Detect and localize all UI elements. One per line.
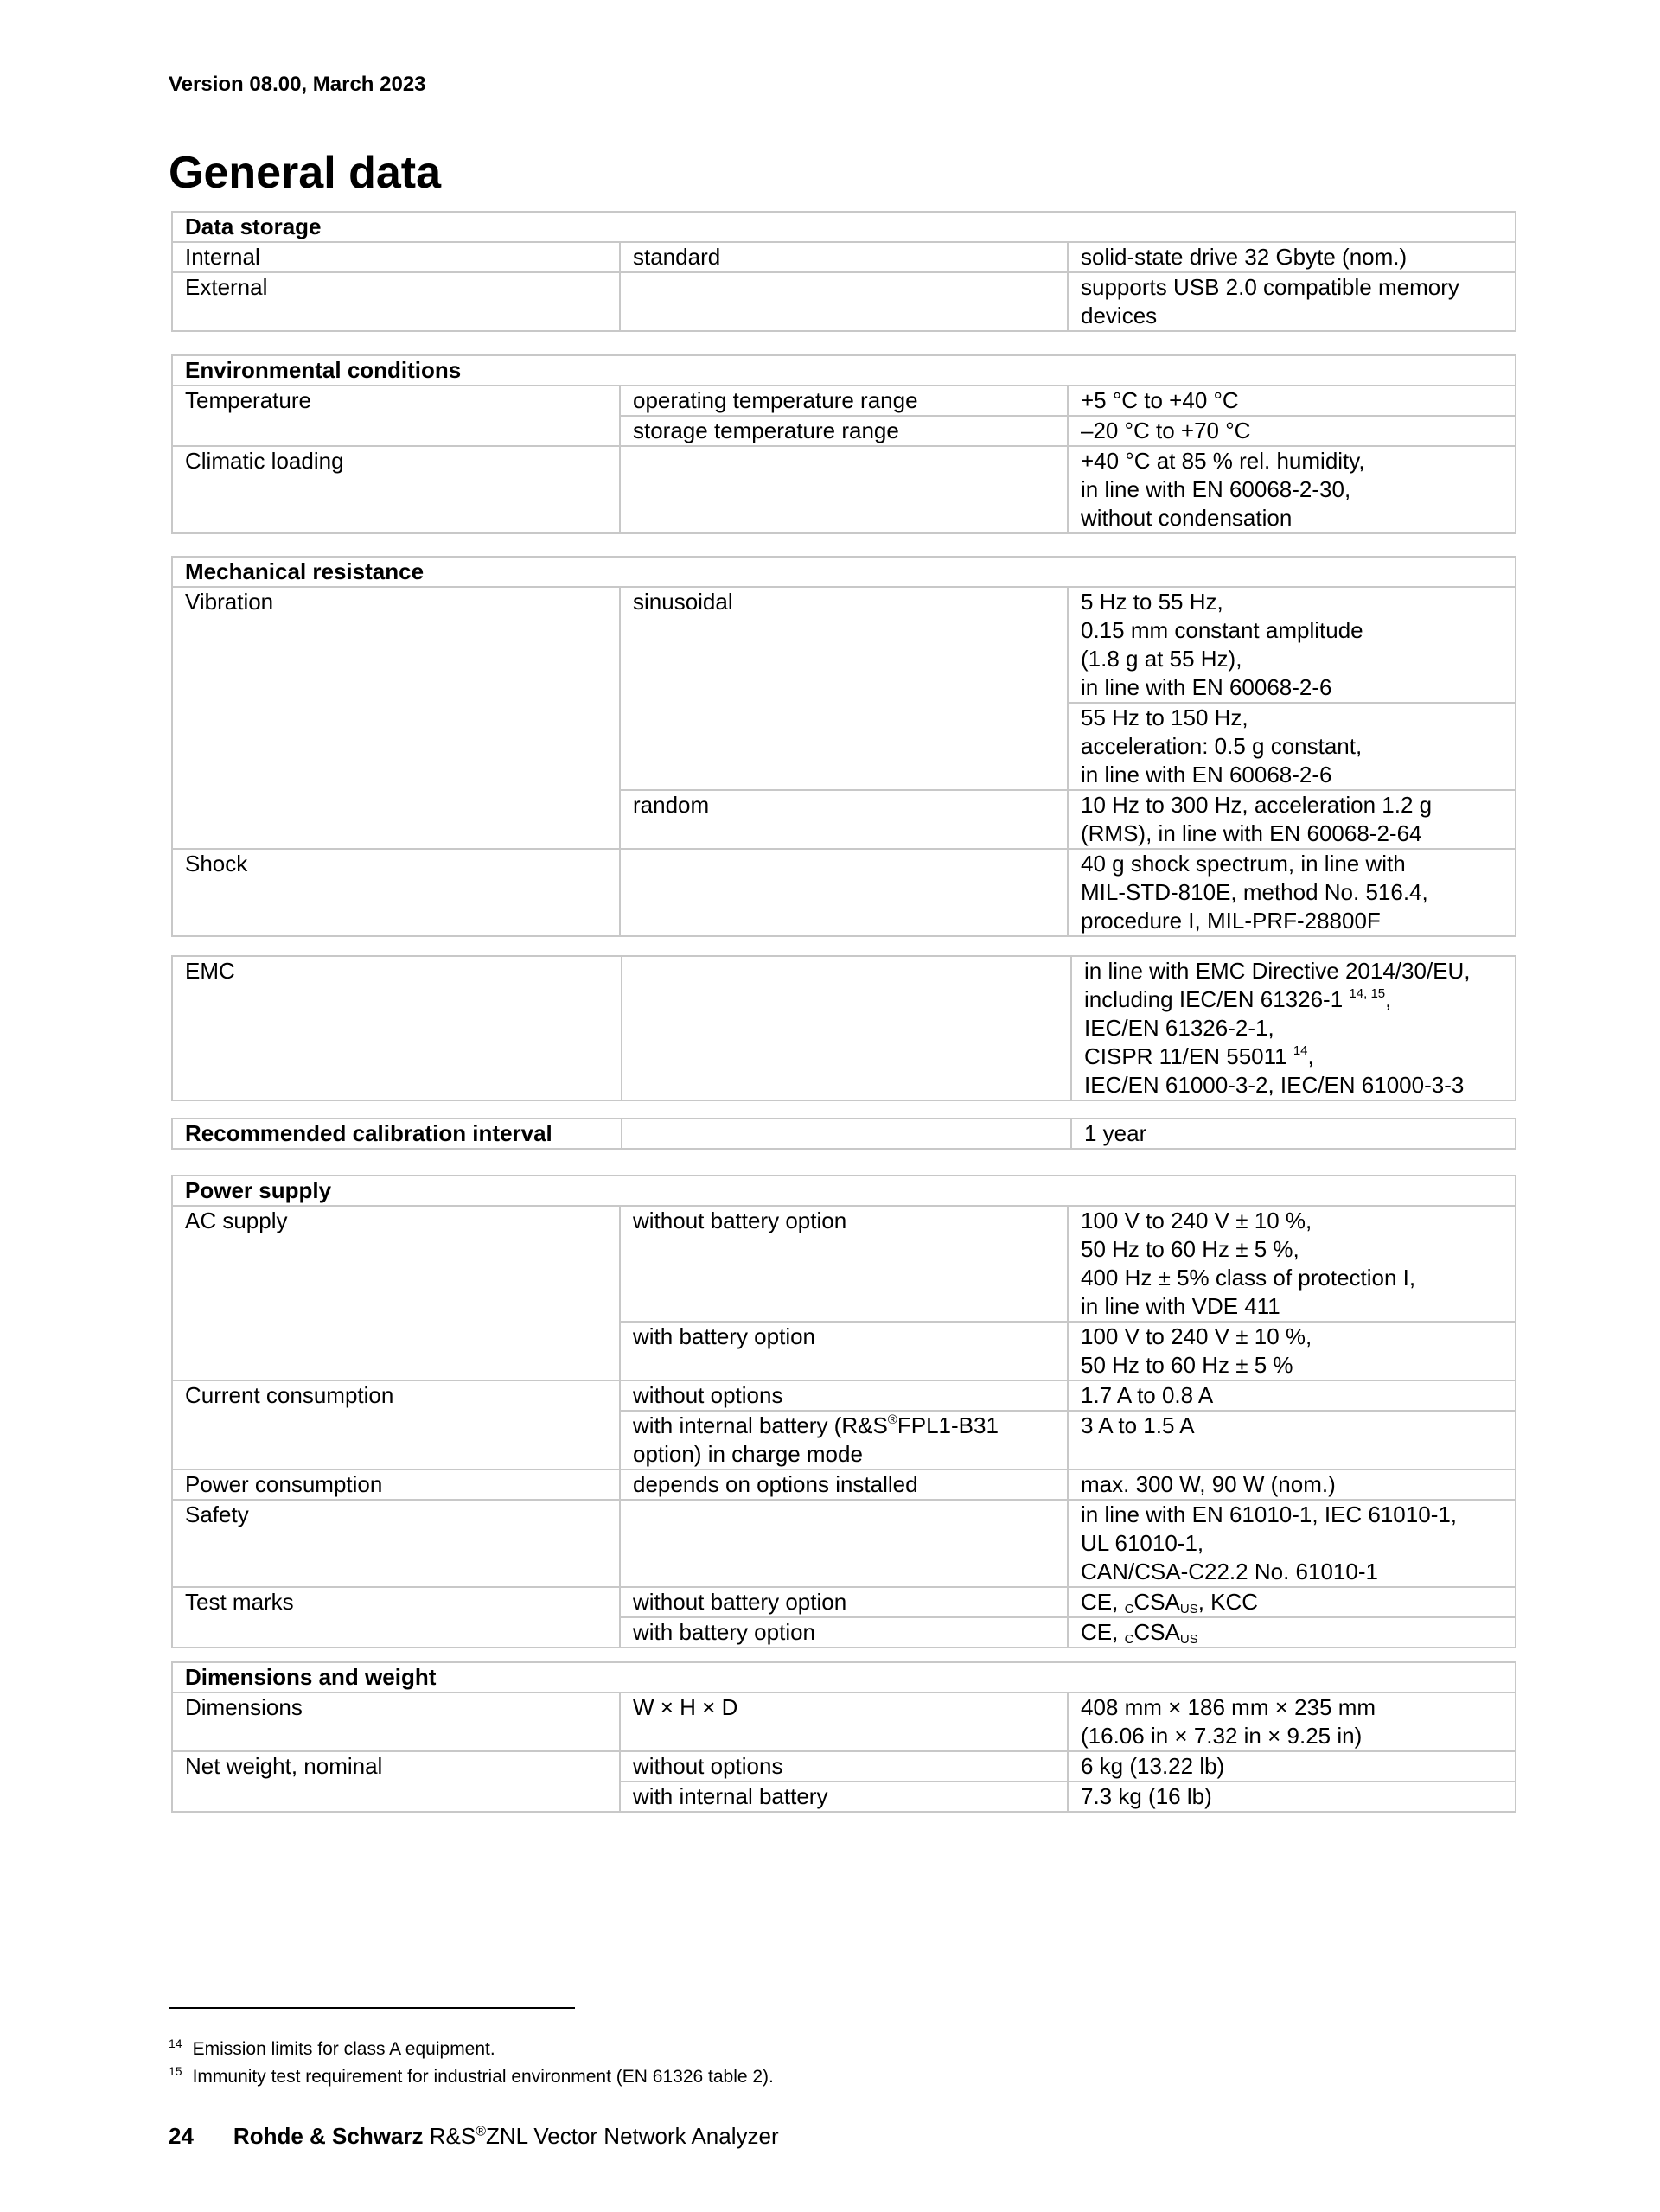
- table-row: Power consumption depends on options installed max. 300 W, 90 W (nom.): [172, 1469, 1516, 1500]
- table-row: random 10 Hz to 300 Hz, acceleration 1.2 g (RMS), in line with EN 60068-2-64: [172, 790, 1516, 849]
- version-line: Version 08.00, March 2023: [169, 73, 426, 96]
- table-row: External supports USB 2.0 compatible memory devices: [172, 272, 1516, 331]
- table-row: EMC in line with EMC Directive 2014/30/EU, including IEC/EN 61326-1 $^{14, 15}$, IEC/EN 61326-2-1, CISPR 11/EN 55011 $^{14}$, IEC/EN 61000-3-2, IEC/EN 61000-3-3: [172, 956, 1516, 1100]
- table-row: storage temperature range –20 °C to +70 °C: [172, 416, 1516, 446]
- section-heading: Data storage: [172, 212, 1516, 242]
- page-footer: 24 Rohde & Schwarz R&S®ZNL Vector Network Analyzer: [169, 2123, 779, 2149]
- table-row: Current consumption without options 1.7 A to 0.8 A: [172, 1380, 1516, 1411]
- table-row: Safety in line with EN 61010-1, IEC 61010-1, UL 61010-1, CAN/CSA-C22.2 No. 61010-1: [172, 1500, 1516, 1587]
- table-row: with battery option CE, $_CCSA_{US}$: [172, 1617, 1516, 1648]
- brand-name: Rohde & Schwarz: [233, 2123, 424, 2149]
- dimensions-table: [171, 1661, 1516, 1813]
- section-heading: Power supply: [172, 1176, 1516, 1206]
- table-row: Shock 40 g shock spectrum, in line with MIL-STD-810E, method No. 516.4, procedure I, MIL-PRF-28800F: [172, 849, 1516, 936]
- table-row: with internal battery (R&S®FPL1-B31 option) in charge mode 3 A to 1.5 A: [172, 1411, 1516, 1469]
- footnote-14: $^{14}$ Emission limits for class A equipment.: [169, 2037, 495, 2059]
- table-row: with internal battery 7.3 kg (16 lb): [172, 1782, 1516, 1812]
- table-row: Internal standard solid-state drive 32 Gbyte (nom.): [172, 242, 1516, 272]
- section-heading: Environmental conditions: [172, 355, 1516, 386]
- power-supply-table: [171, 1175, 1516, 1648]
- environmental-table: [171, 354, 1516, 534]
- table-row: Vibration sinusoidal 5 Hz to 55 Hz, 0.15 mm constant amplitude (1.8 g at 55 Hz), in line with EN 60068-2-6: [172, 587, 1516, 703]
- section-heading: Dimensions and weight: [172, 1662, 1516, 1692]
- section-heading: Mechanical resistance: [172, 557, 1516, 587]
- table-row: Dimensions W × H × D 408 mm × 186 mm × 235 mm (16.06 in × 7.32 in × 9.25 in): [172, 1692, 1516, 1751]
- table-row: Net weight, nominal without options 6 kg (13.22 lb): [172, 1751, 1516, 1782]
- table-row: AC supply without battery option 100 V to 240 V ± 10 %, 50 Hz to 60 Hz ± 5 %, 400 Hz ± 5% class of protection I, in line with VDE 411: [172, 1206, 1516, 1322]
- page-title: General data: [169, 148, 442, 198]
- table-row: Recommended calibration interval 1 year: [172, 1119, 1516, 1149]
- emc-table: [171, 955, 1516, 1101]
- calibration-table: [171, 1118, 1516, 1150]
- page-number: 24: [169, 2123, 194, 2149]
- table-row: with battery option 100 V to 240 V ± 10 %, 50 Hz to 60 Hz ± 5 %: [172, 1322, 1516, 1380]
- footnote-15: $^{15}$ Immunity test requirement for industrial environment (EN 61326 table 2).: [169, 2064, 774, 2087]
- footnote-divider: [169, 2007, 575, 2009]
- table-row: Test marks without battery option CE, $_CCSA_{US}$, KCC: [172, 1587, 1516, 1617]
- mechanical-table: [171, 556, 1516, 937]
- table-row: 55 Hz to 150 Hz, acceleration: 0.5 g constant, in line with EN 60068-2-6: [172, 703, 1516, 790]
- data-storage-table: [171, 211, 1516, 332]
- table-row: Temperature operating temperature range +5 °C to +40 °C: [172, 386, 1516, 416]
- table-row: Climatic loading +40 °C at 85 % rel. humidity, in line with EN 60068-2-30, without condensation: [172, 446, 1516, 533]
